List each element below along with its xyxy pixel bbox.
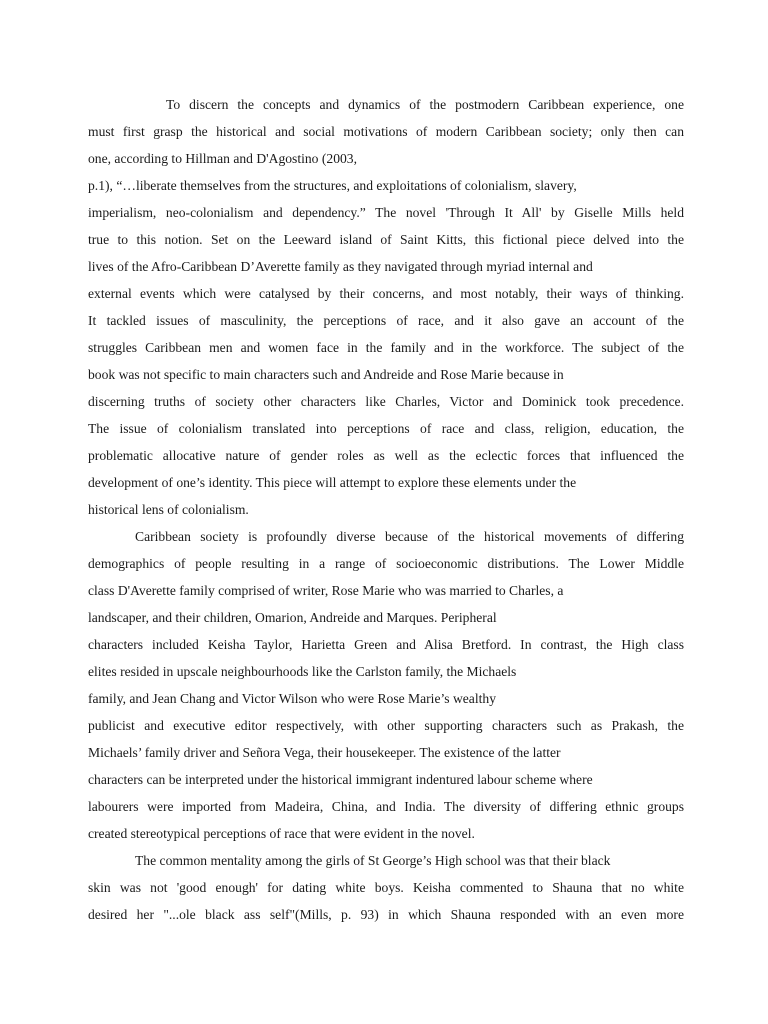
- text-line: elites resided in upscale neighbourhoods like the Carlston family, the Michaels: [88, 664, 517, 679]
- text-line: p.1), “…liberate themselves from the structures, and exploitations of colonialism, slavery,: [88, 178, 577, 193]
- text-line: historical lens of colonialism.: [88, 502, 249, 517]
- text-line: book was not specific to main characters such and Andreide and Rose Marie because in: [88, 367, 564, 382]
- text-line: The common mentality among the girls of St George’s High school was that their black: [135, 853, 611, 868]
- text-line: family, and Jean Chang and Victor Wilson who were Rose Marie’s wealthy: [88, 691, 496, 706]
- text-line: To discern the concepts and dynamics of the postmodern Caribbean experience, one: [166, 97, 684, 112]
- text-line: characters can be interpreted under the historical immigrant indentured labour scheme where: [88, 772, 593, 787]
- text-line: skin was not 'good enough' for dating white boys. Keisha commented to Shauna that no white: [88, 880, 684, 895]
- text-line: landscaper, and their children, Omarion, Andreide and Marques. Peripheral: [88, 610, 497, 625]
- text-line: discerning truths of society other characters like Charles, Victor and Dominick took precedence.: [88, 394, 684, 409]
- text-line: publicist and executive editor respectively, with other supporting characters such as Prakash, the: [88, 718, 684, 733]
- text-line: desired her "...ole black ass self"(Mills, p. 93) in which Shauna responded with an even more: [88, 907, 684, 922]
- text-line: created stereotypical perceptions of race that were evident in the novel.: [88, 826, 475, 841]
- text-line: must first grasp the historical and social motivations of modern Caribbean society; only then can: [88, 124, 684, 139]
- essay-body: [88, 91, 684, 928]
- text-line: one, according to Hillman and D'Agostino (2003,: [88, 151, 357, 166]
- text-line: development of one’s identity. This piece will attempt to explore these elements under the: [88, 475, 577, 490]
- text-line: demographics of people resulting in a range of socioeconomic distributions. The Lower Middle: [88, 556, 684, 571]
- text-line: It tackled issues of masculinity, the perceptions of race, and it also gave an account of the: [88, 313, 684, 328]
- text-line: labourers were imported from Madeira, China, and India. The diversity of differing ethnic groups: [88, 799, 684, 814]
- text-line: Caribbean society is profoundly diverse because of the historical movements of differing: [135, 529, 684, 544]
- text-line: The issue of colonialism translated into perceptions of race and class, religion, education, the: [88, 421, 684, 436]
- text-line: characters included Keisha Taylor, Harietta Green and Alisa Bretford. In contrast, the High class: [88, 637, 684, 652]
- text-line: true to this notion. Set on the Leeward island of Saint Kitts, this fictional piece delved into the: [88, 232, 684, 247]
- text-line: class D'Averette family comprised of writer, Rose Marie who was married to Charles, a: [88, 583, 564, 598]
- text-line: problematic allocative nature of gender roles as well as the eclectic forces that influenced the: [88, 448, 684, 463]
- text-line: struggles Caribbean men and women face in the family and in the workforce. The subject of the: [88, 340, 684, 355]
- text-line: Michaels’ family driver and Señora Vega, their housekeeper. The existence of the latter: [88, 745, 561, 760]
- text-line: external events which were catalysed by their concerns, and most notably, their ways of thinking.: [88, 286, 684, 301]
- text-line: lives of the Afro-Caribbean D’Averette family as they navigated through myriad internal and: [88, 259, 593, 274]
- text-line: imperialism, neo-colonialism and dependency.” The novel 'Through It All' by Giselle Mills held: [88, 205, 684, 220]
